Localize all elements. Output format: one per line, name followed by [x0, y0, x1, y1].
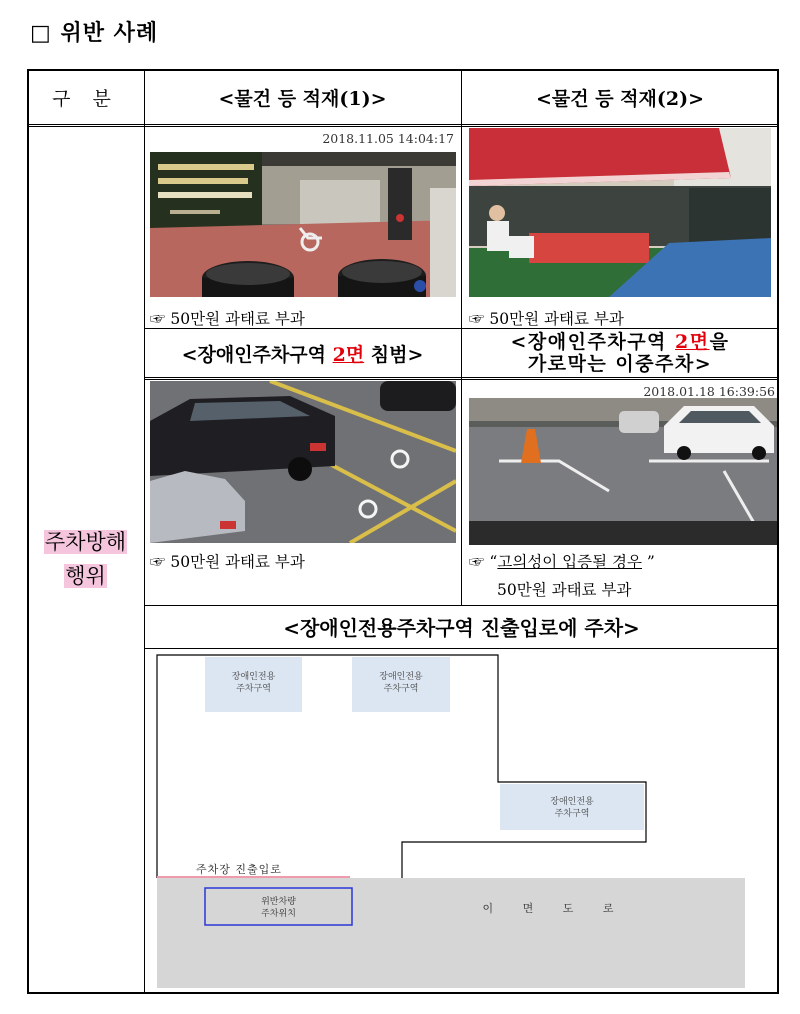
subheader-text: <장애인주차구역 — [181, 343, 333, 366]
caption-fine-4-line2: 50만원 과태료 부과 — [497, 581, 632, 599]
photo-double-parking — [469, 381, 777, 545]
road-area — [157, 878, 745, 988]
category-label — [27, 525, 144, 593]
photo-stacking-1 — [150, 128, 456, 297]
subheader-zone-invasion — [144, 328, 461, 378]
photo-zone-invasion-image — [150, 381, 456, 543]
entrance-parking-diagram — [144, 648, 779, 994]
photo-timestamp: 2018.11.05 14:04:17 — [322, 131, 454, 146]
header-stacking-1: <물건 등 적재(1)> — [218, 87, 387, 110]
highlight-count: 2면 — [332, 343, 365, 366]
caption-fine-4 — [469, 552, 655, 572]
violation-label-line2: 주차위치 — [261, 909, 296, 919]
entrance-label: 주차장 진출입로 — [196, 863, 282, 876]
subheader-text: 을 — [709, 331, 730, 353]
photo-stacking-1-image — [150, 128, 456, 297]
page-title: □ 위반 사례 — [30, 20, 159, 46]
caption-fine-3: ☞ 50만원 과태료 부과 — [150, 553, 305, 571]
photo-stacking-2 — [469, 128, 771, 297]
photo-stacking-2-image — [469, 128, 771, 297]
caption-fine-2: ☞ 50만원 과태료 부과 — [469, 310, 624, 328]
awning-shape — [469, 128, 731, 186]
photo-zone-invasion — [150, 381, 456, 543]
zone-label-line1: 장애인전용 — [379, 672, 423, 682]
header-stacking-2: <물건 등 적재(2)> — [535, 87, 705, 110]
zone-label-line1: 장애인전용 — [231, 672, 276, 682]
highlight-count: 2면 — [675, 331, 710, 353]
caption-condition: 고의성이 입증될 경우 — [497, 553, 642, 571]
zone-label-line2: 주차구역 — [554, 809, 590, 819]
photo-timestamp: 2018.01.18 16:39:56 — [643, 384, 775, 399]
caption-fine-1: ☞ 50만원 과태료 부과 — [150, 310, 305, 328]
caption-prefix: ☞ “ — [469, 553, 498, 571]
car-shape — [664, 406, 774, 460]
violation-table — [27, 69, 779, 994]
disabled-zone-3 — [500, 784, 644, 830]
road-label: 이 면 도 로 — [482, 902, 614, 915]
zone-label-line1: 장애인전용 — [550, 797, 594, 807]
subheader-entrance-parking: <장애인전용주차구역 진출입로에 주차> — [283, 616, 640, 640]
header-category: 구 분 — [52, 87, 119, 110]
zone-label-line2: 주차구역 — [236, 684, 271, 694]
caption-suffix: ” — [641, 553, 655, 571]
photo-double-parking-image — [469, 381, 777, 545]
subheader-text: <장애인주차구역 — [510, 331, 676, 353]
subheader-double-parking — [461, 328, 779, 378]
banner-shape — [150, 152, 262, 230]
subheader-text: 침범> — [364, 343, 424, 366]
zone-label-line2: 주차구역 — [383, 684, 419, 694]
car-shape — [150, 396, 335, 481]
violation-label-line1: 위반차량 — [261, 897, 296, 907]
category-label-line2: 행위 — [65, 564, 106, 588]
subheader-text-line2: 가로막는 이중주차> — [527, 353, 713, 375]
category-label-line1: 주차방해 — [44, 530, 127, 554]
